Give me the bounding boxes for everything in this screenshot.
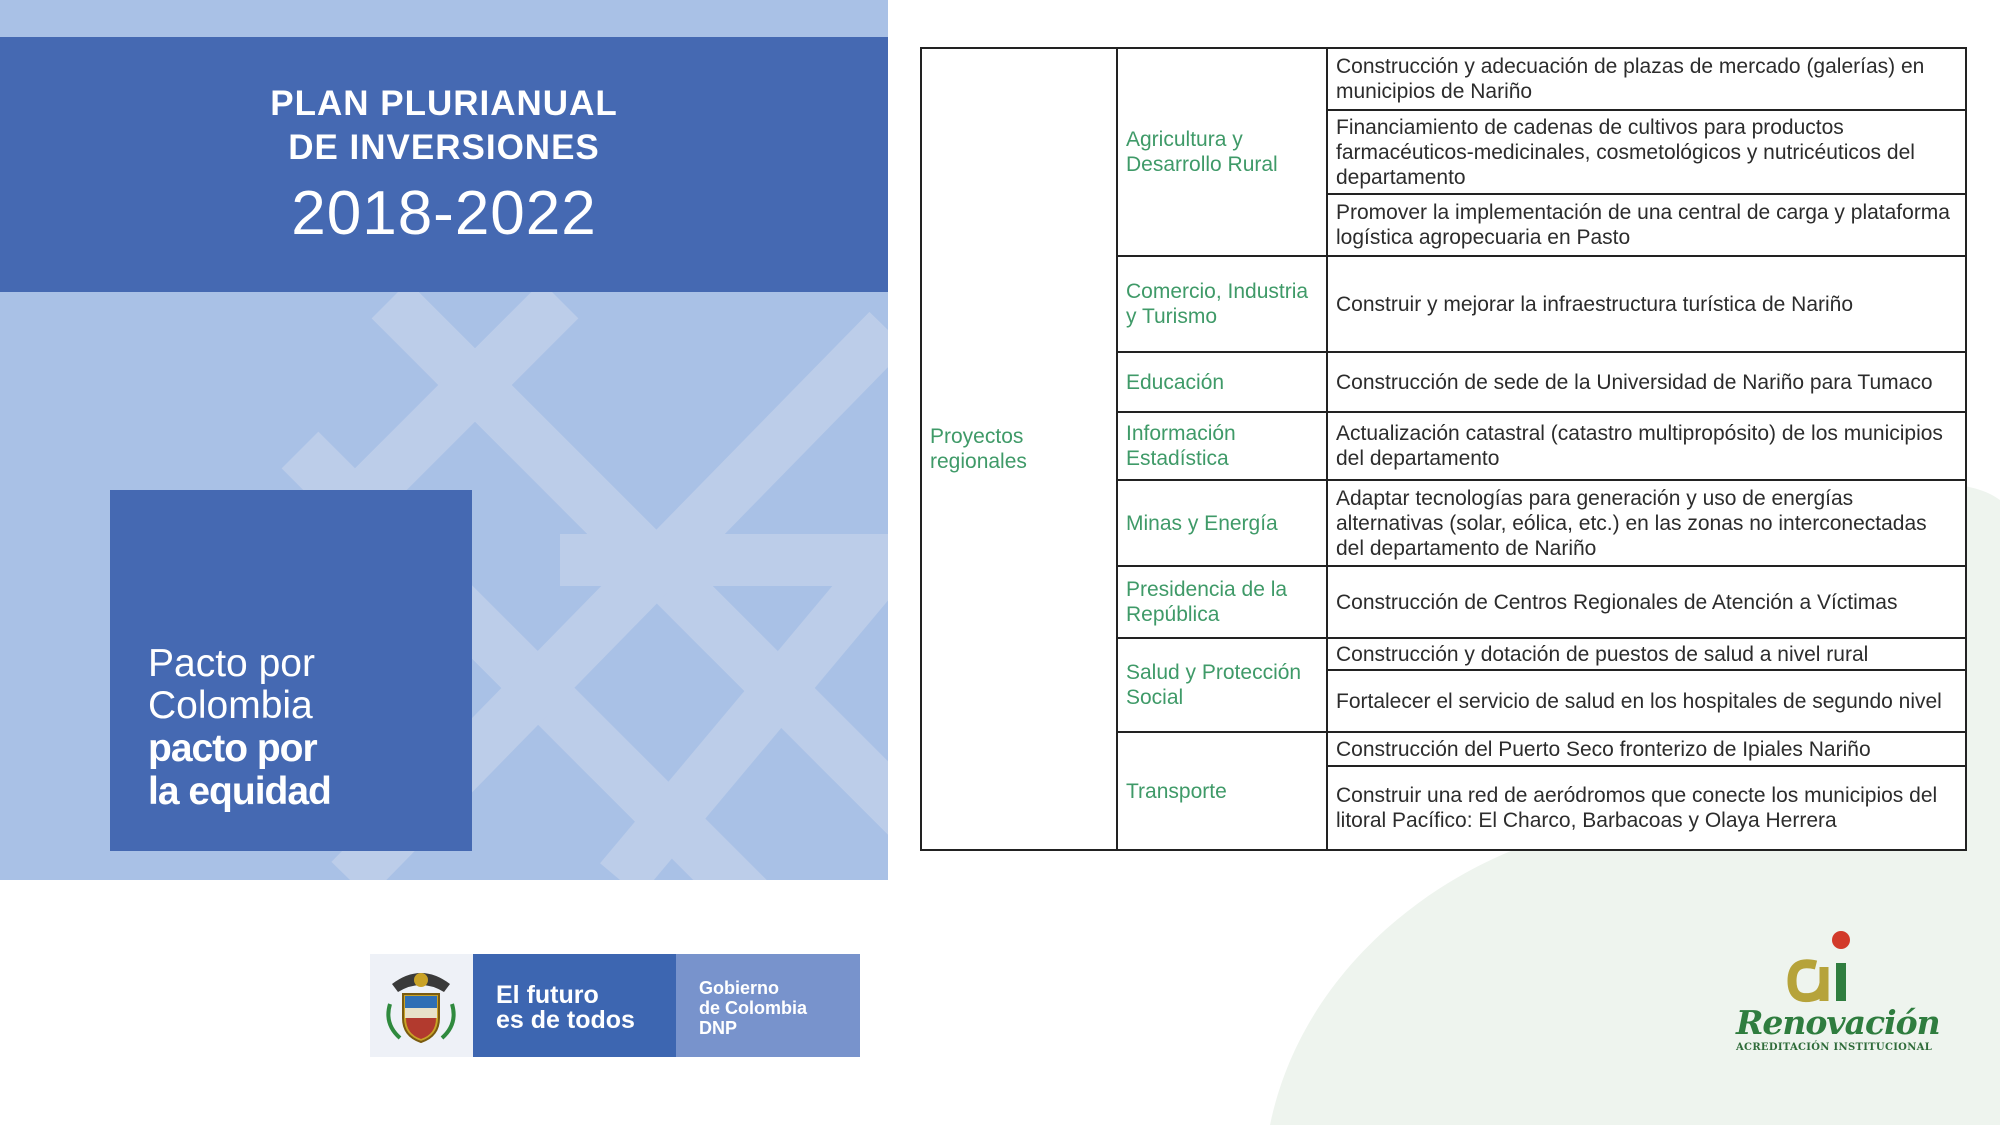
table-project-cell: Adaptar tecnologías para generación y uso de energías alternativas (solar, eólica, etc.) en las zonas no interconectadas del departamento de Nariño xyxy=(1336,486,1927,560)
renovacion-subtitle: ACREDITACIÓN INSTITUCIONAL xyxy=(1736,1042,1933,1053)
cover-slogan-box xyxy=(110,490,472,851)
table-project-cell: Construcción de sede de la Universidad de Nariño para Tumaco xyxy=(1336,370,1933,394)
table-project-cell: Construir y mejorar la infraestructura turística de Nariño xyxy=(1336,292,1854,316)
table-project-cell: Construcción de Centros Regionales de Atención a Víctimas xyxy=(1336,590,1898,614)
renovacion-logo xyxy=(1720,925,1950,1055)
table-sector-cell: Salud y Protección Social xyxy=(1126,661,1302,709)
report-cover xyxy=(0,0,888,880)
ai-mark-icon xyxy=(1720,925,1950,1005)
projects-table xyxy=(920,47,1967,851)
coat-of-arms-icon xyxy=(370,954,473,1057)
slogan-line1: Pacto por xyxy=(148,642,315,685)
table-sector-cell: Transporte xyxy=(1126,779,1227,803)
gov-entity-line3: DNP xyxy=(699,1018,738,1038)
renovacion-wordmark: Renovación xyxy=(1736,1003,1940,1042)
cover-title-line2: DE INVERSIONES xyxy=(288,128,600,167)
slogan-line3: pacto por xyxy=(148,727,317,770)
table-sector-cell: Educación xyxy=(1126,370,1225,394)
gobierno-logo xyxy=(370,954,860,1057)
table-sector-cell: Información Estadística xyxy=(1126,422,1236,470)
slogan-line4: la equidad xyxy=(148,770,331,813)
table-project-cell: Construcción y adecuación de plazas de mercado (galerías) en municipios de Nariño xyxy=(1336,55,1925,103)
table-project-cell: Financiamiento de cadenas de cultivos para productos farmacéuticos-medicinales, cosmetológicos y nutricéuticos del departamento xyxy=(1336,115,1915,189)
cover-years: 2018-2022 xyxy=(291,179,597,248)
table-project-cell: Construcción del Puerto Seco fronterizo de Ipiales Nariño xyxy=(1336,737,1871,761)
cover-title-line1: PLAN PLURIANUAL xyxy=(270,84,618,123)
table-sector-cell: Agricultura y Desarrollo Rural xyxy=(1126,128,1278,176)
table-sector-cell: Presidencia de la República xyxy=(1126,578,1288,626)
gov-entity-line1: Gobierno xyxy=(699,978,779,998)
slogan-line2: Colombia xyxy=(148,684,313,727)
table-project-cell: Fortalecer el servicio de salud en los hospitales de segundo nivel xyxy=(1336,689,1942,713)
table-sector-cell: Minas y Energía xyxy=(1126,511,1278,535)
table-category-cell: Proyectos regionales xyxy=(930,425,1027,473)
gov-slogan-line1: El futuro xyxy=(496,981,599,1009)
gov-slogan-line2: es de todos xyxy=(496,1006,635,1034)
table-project-cell: Actualización catastral (catastro multipropósito) de los municipios del departamento xyxy=(1336,422,1943,470)
table-project-cell: Construir una red de aeródromos que conecte los municipios del litoral Pacífico: El Charco, Barbacoas y Olaya Herrera xyxy=(1336,784,1938,832)
table-sector-cell: Comercio, Industria y Turismo xyxy=(1126,280,1309,328)
table-project-cell: Construcción y dotación de puestos de salud a nivel rural xyxy=(1336,642,1869,666)
gov-entity-line2: de Colombia xyxy=(699,998,808,1018)
table-project-cell: Promover la implementación de una central de carga y plataforma logística agropecuaria en Pasto xyxy=(1336,201,1950,249)
